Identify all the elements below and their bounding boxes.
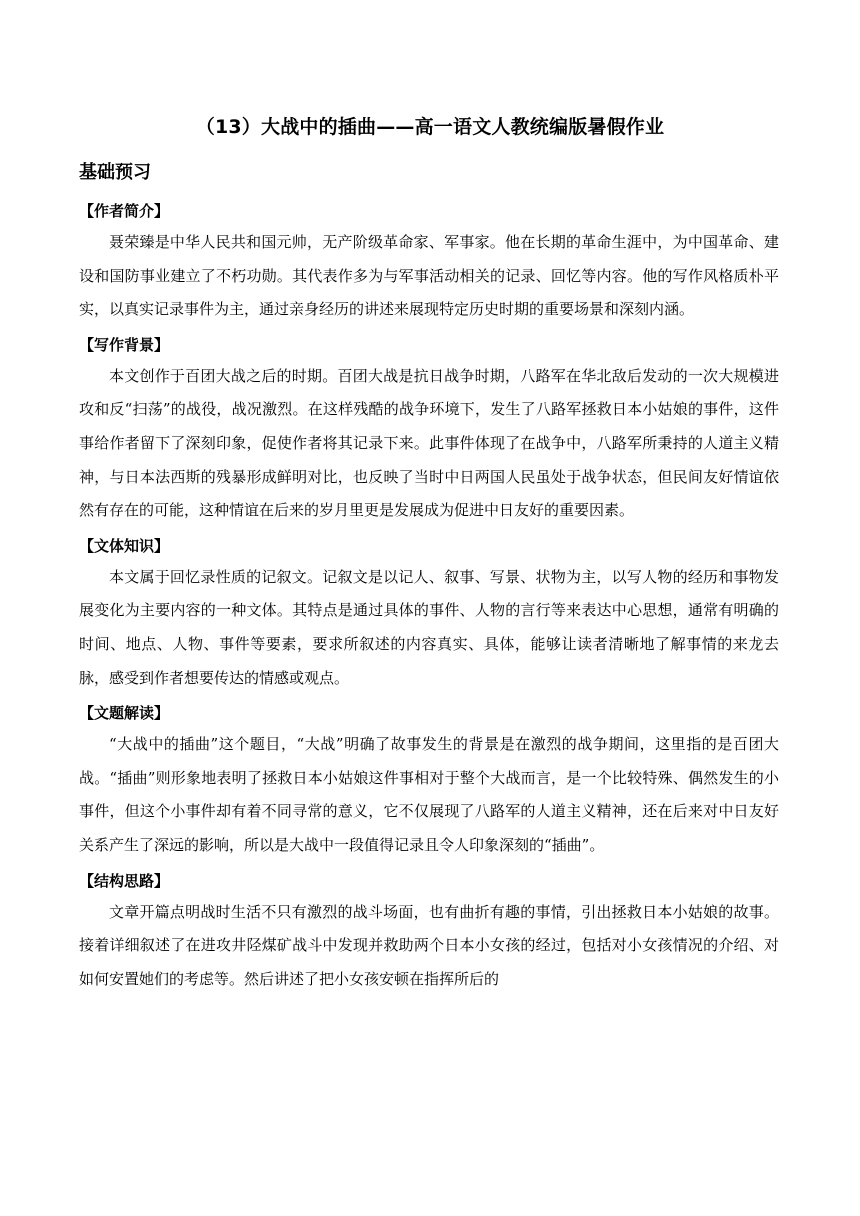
section-heading-basic-preview: 基础预习 <box>79 162 151 183</box>
paragraph-genre-knowledge: 本文属于回忆录性质的记叙文。记叙文是以记人、叙事、写景、状物为主，以写人物的经历和事物发展变化为主要内容的一种文体。其特点是通过具体的事件、人物的言行等来表达中心思想，通常有明确的时间、地点、人物、事件等要素，要求所叙述的内容真实、具体，能够让读者清晰地了解事情的来龙去脉，感受到作者想要传达的情感或观点。 <box>79 567 779 687</box>
paragraph-structure: 文章开篇点明战时生活不只有激烈的战斗场面，也有曲折有趣的事情，引出拯救日本小姑娘的故事。接着详细叙述了在进攻井陉煤矿战斗中发现并救助两个日本小女孩的经过，包括对小女孩情况的介绍、对如何安置她们的考虑等。然后讲述了把小女孩安顿在指挥所后的 <box>79 902 779 988</box>
heading-title-interpretation: 【文题解读】 <box>79 704 170 723</box>
paragraph-title-interpretation: “大战中的插曲”这个题目，“大战”明确了故事发生的背景是在激烈的战争期间，这里指的是百团大战。“插曲”则形象地表明了拯救日本小姑娘这件事相对于整个大战而言，是一个比较特殊、偶然发生的小事件，但这个小事件却有着不同寻常的意义，它不仅展现了八路军的人道主义精神，还在后来对中日友好关系产生了深远的影响，所以是大战中一段值得记录且令人印象深刻的“插曲”。 <box>79 735 779 854</box>
heading-structure: 【结构思路】 <box>79 871 170 890</box>
heading-writing-background: 【写作背景】 <box>79 335 170 354</box>
heading-author-intro: 【作者简介】 <box>79 202 170 220</box>
paragraph-writing-background: 本文创作于百团大战之后的时期。百团大战是抗日战争时期，八路军在华北敌后发动的一次大规模进攻和反“扫荡”的战役，战况激烈。在这样残酷的战争环境下，发生了八路军拯救日本小姑娘的事件，这件事给作者留下了深刻印象，促使作者将其记录下来。此事件体现了在战争中，八路军所秉持的人道主义精神，与日本法西斯的残暴形成鲜明对比，也反映了当时中日两国人民虽处于战争状态，但民间友好情谊依然有存在的可能，这种情谊在后来的岁月里更是发展成为促进中日友好的重要因素。 <box>79 366 779 520</box>
document-content <box>79 196 779 999</box>
paragraph-author-intro: 聂荣臻是中华人民共和国元帅，无产阶级革命家、军事家。他在长期的革命生涯中，为中国革命、建设和国防事业建立了不朽功勋。其代表作多为与军事活动相关的记录、回忆等内容。他的写作风格质朴平实，以真实记录事件为主，通过亲身经历的讲述来展现特定历史时期的重要场景和深刻内涵。 <box>79 233 779 319</box>
heading-genre-knowledge: 【文体知识】 <box>79 536 170 555</box>
document-title: （13）大战中的插曲——高一语文人教统编版暑假作业 <box>195 116 665 138</box>
